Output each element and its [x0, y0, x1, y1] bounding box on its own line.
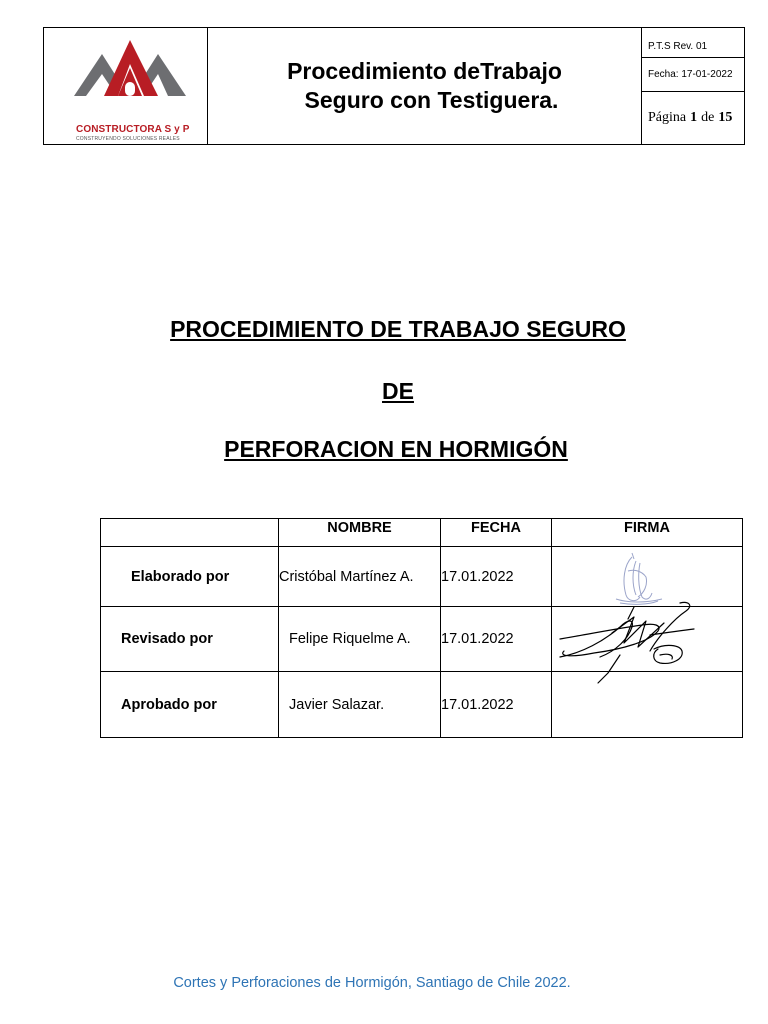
signature-1-image: [602, 551, 672, 607]
page-number-cell: [642, 92, 744, 144]
logo-tagline: CONSTRUYENDO SOLUCIONES REALES: [76, 136, 180, 142]
date-cell: 17.01.2022: [441, 607, 552, 672]
table-row: [101, 547, 743, 607]
document-header: [43, 27, 745, 145]
signature-cell: [552, 607, 743, 672]
name-cell: Felipe Riquelme A.: [279, 607, 441, 672]
table-row: [101, 607, 743, 672]
header-cell-firma: FIRMA: [552, 519, 743, 547]
signature-cell: [552, 672, 743, 738]
header-title-line2: Seguro con Testiguera.: [304, 87, 559, 113]
date-cell: 17.01.2022: [441, 672, 552, 738]
approval-table: [100, 518, 743, 738]
document-title-line3: PERFORACION EN HORMIGÓN: [224, 436, 568, 462]
role-cell: Elaborado por: [101, 547, 279, 607]
constructora-logo-icon: [68, 34, 188, 122]
header-cell-fecha: FECHA: [441, 519, 552, 547]
header-cell-empty: [101, 519, 279, 547]
role-cell: Aprobado por: [101, 672, 279, 738]
table-header-row: [101, 519, 743, 547]
company-logo: [44, 28, 208, 144]
date-cell: 17.01.2022: [441, 547, 552, 607]
page-footer: Cortes y Perforaciones de Hormigón, Santiago de Chile 2022.: [173, 975, 571, 991]
date-text: Fecha: 17-01-2022: [648, 69, 733, 80]
signature-cell: [552, 547, 743, 607]
revision-cell: [642, 28, 744, 58]
name-cell: Javier Salazar.: [279, 672, 441, 738]
header-meta: [642, 28, 744, 144]
name-cell: Cristóbal Martínez A.: [279, 547, 441, 607]
document-title-line2: DE: [382, 378, 414, 404]
date-cell: [642, 58, 744, 92]
page-of: de: [701, 110, 715, 125]
table-row: [101, 672, 743, 738]
document-title-line1: PROCEDIMIENTO DE TRABAJO SEGURO: [170, 316, 626, 342]
header-title: [208, 28, 642, 144]
page-current: 1: [690, 110, 698, 125]
header-cell-nombre: NOMBRE: [279, 519, 441, 547]
page-total: 15: [718, 110, 733, 125]
page-label: Página: [648, 110, 687, 125]
role-cell: Revisado por: [101, 607, 279, 672]
logo-brand-text: CONSTRUCTORA S y P: [76, 124, 190, 135]
header-title-line1: Procedimiento deTrabajo: [287, 58, 562, 84]
revision-text: P.T.S Rev. 01: [648, 41, 708, 52]
